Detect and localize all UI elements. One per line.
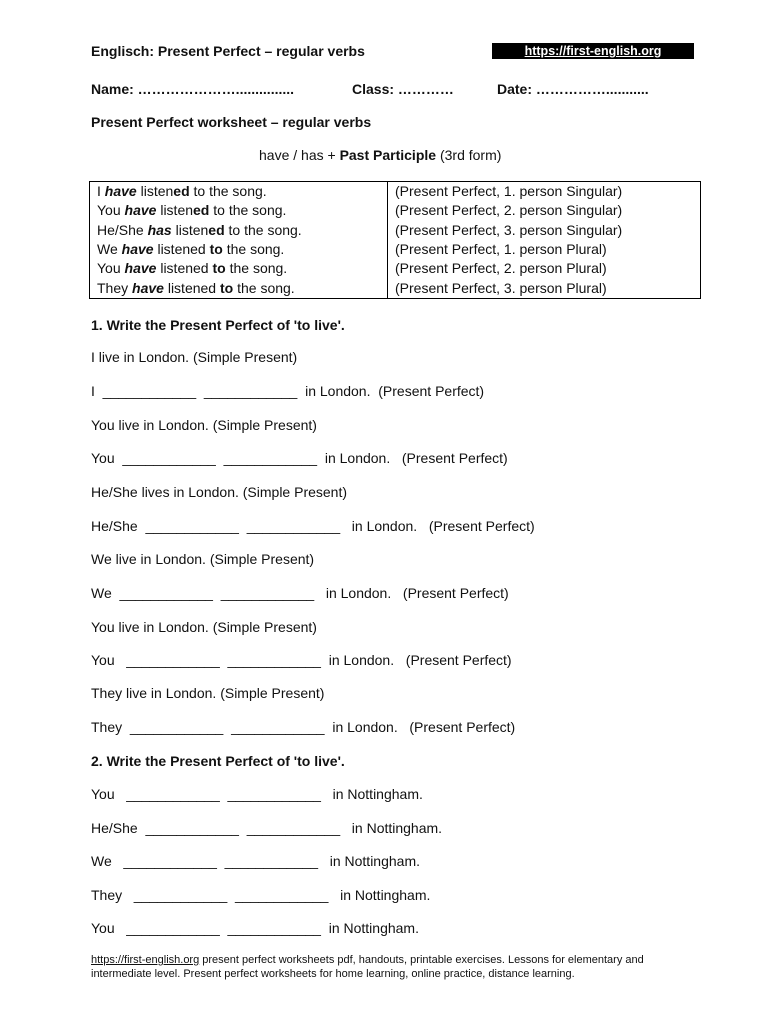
answer-line[interactable]: You ____________ ____________ in London. (Present Perfect) [91,652,512,668]
example-description: (Present Perfect, 3. person Plural) [388,279,701,299]
table-row [90,279,701,299]
example-description: (Present Perfect, 3. person Singular) [388,221,701,240]
example-sentence [90,221,388,240]
worksheet-title: Present Perfect worksheet – regular verbs [91,114,372,130]
example-description: (Present Perfect, 1. person Singular) [388,182,701,202]
sentence-subject: We [97,241,122,258]
sentence-verb: listened [156,260,213,277]
formula-line [259,147,501,163]
answer-line[interactable]: You ____________ ____________ in Nottingham. [91,786,423,802]
example-sentence [90,259,388,278]
sentence-rest: the song. [225,260,288,277]
example-sentence [90,240,388,259]
answer-line[interactable]: You ____________ ____________ in Nottingham. [91,920,419,936]
example-sentence [90,201,388,220]
sentence-verb: listen [156,202,194,219]
sentence-ending: to [212,260,226,277]
sentence-subject: You [97,260,125,277]
site-url-link[interactable]: https://first-english.org [492,43,694,59]
sentence-verb: listened [153,241,210,258]
prompt-line: He/She lives in London. (Simple Present) [91,484,348,500]
table-row [90,182,701,202]
sentence-verb: listen [171,221,209,238]
answer-line[interactable]: They ____________ ____________ in London. (Present Perfect) [91,719,516,735]
table-row [90,201,701,220]
answer-line[interactable]: We ____________ ____________ in Nottingham. [91,853,420,869]
answer-line[interactable]: They ____________ ____________ in Nottingham. [91,887,431,903]
sentence-ending: to [209,241,223,258]
sentence-rest: the song. [233,279,295,296]
prompt-line: They live in London. (Simple Present) [91,685,325,701]
document-title: Englisch: Present Perfect – regular verbs [91,43,365,59]
sentence-rest: to the song. [189,183,267,200]
answer-line[interactable]: You ____________ ____________ in London. (Present Perfect) [91,450,508,466]
sentence-rest: to the song. [224,221,302,238]
sentence-verb: listen [136,183,174,200]
sentence-ending: ed [173,183,190,200]
sentence-subject: You [97,202,125,219]
prompt-line: I live in London. (Simple Present) [91,349,298,365]
sentence-subject: They [97,279,133,296]
example-description: (Present Perfect, 1. person Plural) [388,240,701,259]
answer-line[interactable]: He/She ____________ ____________ in Nottingham. [91,820,443,836]
table-row [90,259,701,278]
sentence-auxiliary: have [124,260,157,277]
sentence-ending: ed [193,202,210,219]
table-row [90,240,701,259]
example-description: (Present Perfect, 2. person Singular) [388,201,701,220]
sentence-auxiliary: have [132,279,164,296]
exercise1-heading: 1. Write the Present Perfect of 'to live'. [91,317,345,333]
footer-text [91,954,701,981]
answer-line[interactable]: I ____________ ____________ in London. (Present Perfect) [91,383,485,399]
class-field: Class: ………… [352,81,454,97]
prompt-line: We live in London. (Simple Present) [91,551,315,567]
sentence-rest: to the song. [209,202,287,219]
sentence-rest: the song. [222,241,285,258]
sentence-subject: I [97,183,105,200]
formula-part: have / has + [259,147,340,163]
sentence-ending: to [219,279,234,296]
conjugation-table [89,181,701,299]
prompt-line: You live in London. (Simple Present) [91,619,317,635]
formula-part: (3rd form) [436,147,502,163]
prompt-line: You live in London. (Simple Present) [91,417,317,433]
footer-link[interactable]: https://first-english.org [91,954,200,966]
date-field: Date: ……………........... [497,81,649,97]
example-sentence [90,279,388,299]
footer-description: present perfect worksheets pdf, handouts, printable exercises. Lessons for elementary and intermediate level. Present perfect worksheets for home learning, online practice, distance learning. [91,954,644,980]
sentence-verb: listened [163,279,220,296]
sentence-auxiliary: have [121,241,154,258]
answer-line[interactable]: We ____________ ____________ in London. (Present Perfect) [91,585,509,601]
sentence-subject: He/She [97,221,148,238]
sentence-ending: ed [208,221,225,238]
table-row [90,221,701,240]
name-field: Name: …………………............... [91,81,295,97]
example-sentence [90,182,388,202]
sentence-auxiliary: have [124,202,157,219]
answer-line[interactable]: He/She ____________ ____________ in London. (Present Perfect) [91,518,535,534]
sentence-auxiliary: have [104,183,137,200]
exercise2-heading: 2. Write the Present Perfect of 'to live'. [91,753,345,769]
formula-past-participle: Past Participle [339,147,437,163]
example-description: (Present Perfect, 2. person Plural) [388,259,701,278]
sentence-auxiliary: has [147,221,172,238]
